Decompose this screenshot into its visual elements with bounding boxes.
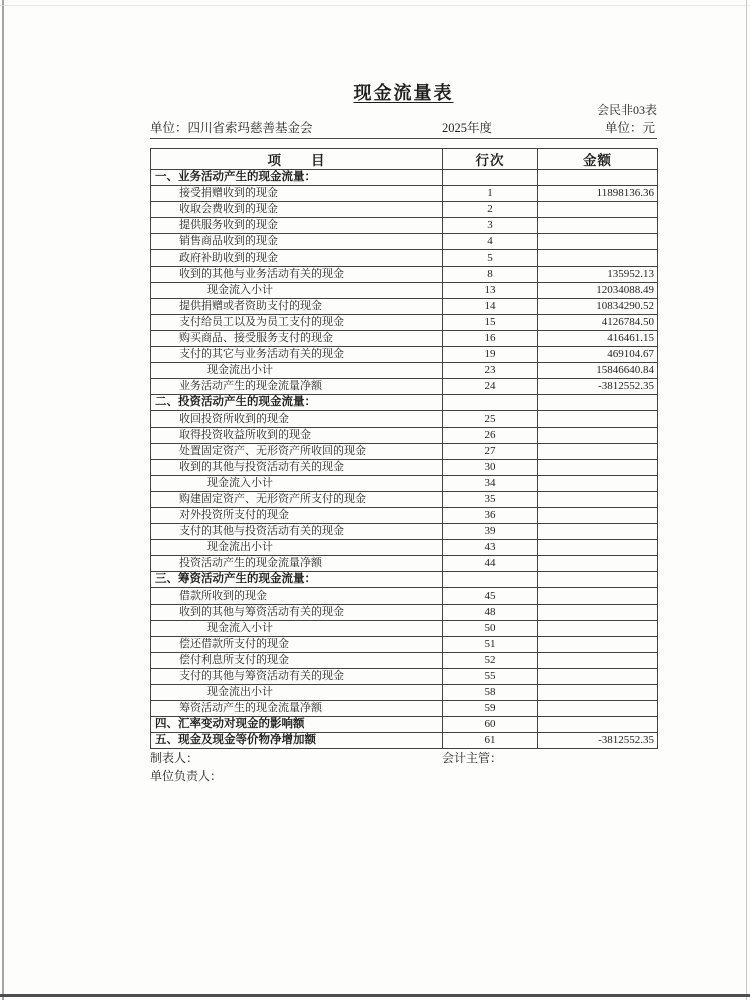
item-cell: 三、筹资活动产生的现金流量：	[151, 572, 443, 588]
line-no-cell: 58	[443, 685, 538, 701]
line-no-cell: 19	[443, 347, 538, 363]
line-no-cell: 44	[443, 556, 538, 572]
line-no-cell: 4	[443, 234, 538, 250]
item-cell: 对外投资所支付的现金	[151, 507, 443, 523]
table-row	[151, 443, 658, 459]
amount-cell	[538, 540, 658, 556]
item-cell: 收到的其他与业务活动有关的现金	[151, 266, 443, 282]
amount-cell	[538, 652, 658, 668]
table-row	[151, 427, 658, 443]
line-no-cell: 5	[443, 250, 538, 266]
line-no-cell: 15	[443, 314, 538, 330]
item-cell: 支付的其他与筹资活动有关的现金	[151, 668, 443, 684]
scan-edge-bottom	[0, 994, 750, 997]
amount-cell: 11898136.36	[538, 186, 658, 202]
cashflow-table-body	[151, 170, 658, 749]
item-cell: 收到的其他与投资活动有关的现金	[151, 459, 443, 475]
table-row	[151, 685, 658, 701]
table-row	[151, 250, 658, 266]
table-row	[151, 266, 658, 282]
line-no-cell	[443, 572, 538, 588]
line-no-cell: 24	[443, 379, 538, 395]
table-row	[151, 588, 658, 604]
footer-signatures	[150, 749, 657, 766]
item-cell: 收取会费收到的现金	[151, 202, 443, 218]
table-row	[151, 668, 658, 684]
table-row	[151, 363, 658, 379]
amount-cell: 4126784.50	[538, 314, 658, 330]
amount-cell	[538, 491, 658, 507]
table-row	[151, 379, 658, 395]
amount-cell	[538, 636, 658, 652]
scan-edge-right	[746, 0, 747, 1000]
line-no-cell: 30	[443, 459, 538, 475]
line-no-cell: 25	[443, 411, 538, 427]
item-cell: 支付给员工以及为员工支付的现金	[151, 314, 443, 330]
item-cell: 提供捐赠或者资助支付的现金	[151, 298, 443, 314]
line-no-cell: 1	[443, 186, 538, 202]
item-cell: 支付的其他与投资活动有关的现金	[151, 524, 443, 540]
table-row	[151, 170, 658, 186]
amount-cell: 12034088.49	[538, 282, 658, 298]
currency-unit-label: 单位：元	[604, 121, 655, 135]
item-cell: 现金流入小计	[151, 475, 443, 491]
line-no-cell: 48	[443, 604, 538, 620]
table-row	[151, 395, 658, 411]
org-name-label: 单位：四川省索玛慈善基金会	[150, 121, 313, 135]
item-cell: 一、业务活动产生的现金流量：	[151, 170, 443, 186]
line-no-cell: 45	[443, 588, 538, 604]
item-cell: 收回投资所收到的现金	[151, 411, 443, 427]
item-cell: 二、投资活动产生的现金流量：	[151, 395, 443, 411]
amount-cell	[538, 620, 658, 636]
preparer-label: 制表人：	[150, 751, 199, 765]
info-line	[150, 116, 657, 139]
item-cell: 取得投资收益所收到的现金	[151, 427, 443, 443]
amount-cell	[538, 427, 658, 443]
item-cell: 四、汇率变动对现金的影响额	[151, 717, 443, 733]
item-cell: 收到的其他与筹资活动有关的现金	[151, 604, 443, 620]
amount-cell	[538, 250, 658, 266]
table-row	[151, 218, 658, 234]
amount-cell	[538, 572, 658, 588]
line-no-cell: 50	[443, 620, 538, 636]
table-row	[151, 540, 658, 556]
line-no-cell: 23	[443, 363, 538, 379]
column-header-item: 项 目	[151, 149, 443, 170]
amount-cell	[538, 443, 658, 459]
item-cell: 五、现金及现金等价物净增加额	[151, 733, 443, 749]
accounting-supervisor-label: 会计主管：	[442, 751, 503, 765]
table-row	[151, 330, 658, 346]
table-header-row	[151, 149, 658, 170]
page-title: 现金流量表	[353, 83, 454, 103]
line-no-cell: 3	[443, 218, 538, 234]
amount-cell	[538, 170, 658, 186]
amount-cell: 10834290.52	[538, 298, 658, 314]
table-row	[151, 717, 658, 733]
table-row	[151, 636, 658, 652]
line-no-cell: 36	[443, 507, 538, 523]
item-cell: 偿还借款所支付的现金	[151, 636, 443, 652]
item-cell: 接受捐赠收到的现金	[151, 186, 443, 202]
amount-cell	[538, 218, 658, 234]
line-no-cell: 26	[443, 427, 538, 443]
line-no-cell: 13	[443, 282, 538, 298]
amount-cell	[538, 685, 658, 701]
table-row	[151, 604, 658, 620]
line-no-cell: 61	[443, 733, 538, 749]
table-row	[151, 186, 658, 202]
line-no-cell: 2	[443, 202, 538, 218]
table-row	[151, 701, 658, 717]
table-row	[151, 507, 658, 523]
cashflow-table	[150, 148, 658, 749]
amount-cell	[538, 588, 658, 604]
amount-cell	[538, 701, 658, 717]
amount-cell	[538, 459, 658, 475]
item-cell: 偿付利息所支付的现金	[151, 652, 443, 668]
line-no-cell: 27	[443, 443, 538, 459]
amount-cell	[538, 604, 658, 620]
item-cell: 销售商品收到的现金	[151, 234, 443, 250]
table-row	[151, 314, 658, 330]
table-row	[151, 298, 658, 314]
table-row	[151, 652, 658, 668]
amount-cell: 15846640.84	[538, 363, 658, 379]
item-cell: 现金流出小计	[151, 540, 443, 556]
scan-edge-top	[0, 5, 750, 6]
line-no-cell: 14	[443, 298, 538, 314]
line-no-cell: 16	[443, 330, 538, 346]
fiscal-period: 2025年度	[442, 121, 493, 135]
table-row	[151, 572, 658, 588]
item-cell: 购买商品、接受服务支付的现金	[151, 330, 443, 346]
amount-cell	[538, 411, 658, 427]
line-no-cell	[443, 395, 538, 411]
item-cell: 现金流入小计	[151, 620, 443, 636]
amount-cell	[538, 202, 658, 218]
column-header-amount: 金额	[538, 149, 658, 170]
amount-cell: 469104.67	[538, 347, 658, 363]
line-no-cell: 35	[443, 491, 538, 507]
item-cell: 处置固定资产、无形资产所收回的现金	[151, 443, 443, 459]
table-row	[151, 733, 658, 749]
form-code: 会民非03表	[596, 103, 657, 117]
line-no-cell: 55	[443, 668, 538, 684]
unit-head-label: 单位负责人：	[150, 769, 223, 783]
line-no-cell: 60	[443, 717, 538, 733]
line-no-cell	[443, 170, 538, 186]
table-row	[151, 556, 658, 572]
amount-cell	[538, 556, 658, 572]
line-no-cell: 59	[443, 701, 538, 717]
table-row	[151, 459, 658, 475]
amount-cell	[538, 717, 658, 733]
amount-cell: -3812552.35	[538, 379, 658, 395]
table-row	[151, 411, 658, 427]
line-no-cell: 52	[443, 652, 538, 668]
line-no-cell: 51	[443, 636, 538, 652]
item-cell: 借款所收到的现金	[151, 588, 443, 604]
table-row	[151, 524, 658, 540]
table-row	[151, 491, 658, 507]
amount-cell	[538, 234, 658, 250]
item-cell: 现金流出小计	[151, 685, 443, 701]
amount-cell	[538, 507, 658, 523]
amount-cell: -3812552.35	[538, 733, 658, 749]
table-row	[151, 620, 658, 636]
amount-cell	[538, 668, 658, 684]
table-row	[151, 282, 658, 298]
item-cell: 现金流出小计	[151, 363, 443, 379]
line-no-cell: 43	[443, 540, 538, 556]
table-row	[151, 202, 658, 218]
amount-cell	[538, 524, 658, 540]
scan-edge-left	[2, 0, 4, 1000]
table-row	[151, 347, 658, 363]
item-cell: 业务活动产生的现金流量净额	[151, 379, 443, 395]
amount-cell	[538, 395, 658, 411]
table-row	[151, 234, 658, 250]
column-header-line-no: 行次	[443, 149, 538, 170]
item-cell: 支付的其它与业务活动有关的现金	[151, 347, 443, 363]
line-no-cell: 34	[443, 475, 538, 491]
item-cell: 提供服务收到的现金	[151, 218, 443, 234]
amount-cell	[538, 475, 658, 491]
amount-cell: 416461.15	[538, 330, 658, 346]
item-cell: 购建固定资产、无形资产所支付的现金	[151, 491, 443, 507]
line-no-cell: 8	[443, 266, 538, 282]
amount-cell: 135952.13	[538, 266, 658, 282]
item-cell: 现金流入小计	[151, 282, 443, 298]
item-cell: 筹资活动产生的现金流量净额	[151, 701, 443, 717]
line-no-cell: 39	[443, 524, 538, 540]
table-row	[151, 475, 658, 491]
item-cell: 投资活动产生的现金流量净额	[151, 556, 443, 572]
item-cell: 政府补助收到的现金	[151, 250, 443, 266]
